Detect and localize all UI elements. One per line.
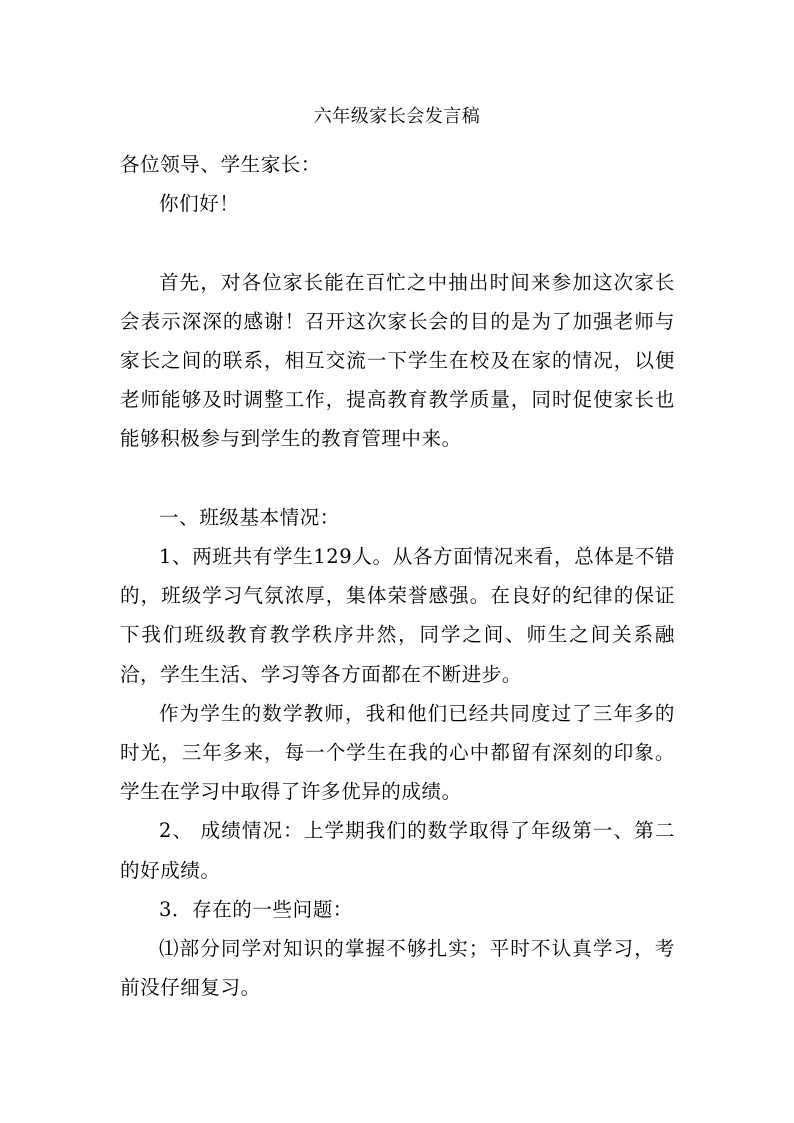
- item-class-overview: 1、两班共有学生129人。从各方面情况来看，总体是不错的，班级学习气氛浓厚，集体荣誉感强。在良好的纪律的保证下我们班级教育教学秩序井然，同学之间、师生之间关系融洽，学生生活、学习等各方面都在不断进步。: [120, 545, 675, 686]
- item-problems: 3．存在的一些问题：: [159, 897, 353, 921]
- blank-line: [120, 223, 675, 262]
- item-grades: 2、 成绩情况：上学期我们的数学取得了年级第一、第二的好成绩。: [120, 819, 675, 882]
- problem-item-1: ⑴部分同学对知识的掌握不够扎实；平时不认真学习，考前没仔细复习。: [120, 937, 675, 1000]
- salutation: 各位领导、学生家长：: [120, 153, 322, 176]
- intro-paragraph: 首先，对各位家长能在百忙之中抽出时间来参加这次家长会表示深深的感谢！召开这次家长会的目的是为了加强老师与家长之间的联系，相互交流一下学生在校及在家的情况，以便老师能够及时调整工作，提高教育教学质量，同时促使家长也能够积极参与到学生的教育管理中来。: [120, 270, 675, 451]
- document-title: 六年级家长会发言稿: [313, 106, 481, 127]
- teacher-note-paragraph: 作为学生的数学教师，我和他们已经共同度过了三年多的时光，三年多来，每一个学生在我的心中都留有深刻的印象。学生在学习中取得了许多优异的成绩。: [120, 701, 675, 804]
- greeting: 你们好！: [159, 192, 240, 216]
- blank-line: [120, 459, 675, 498]
- document-body: [120, 145, 675, 1007]
- section-heading: 一、班级基本情况：: [159, 505, 340, 529]
